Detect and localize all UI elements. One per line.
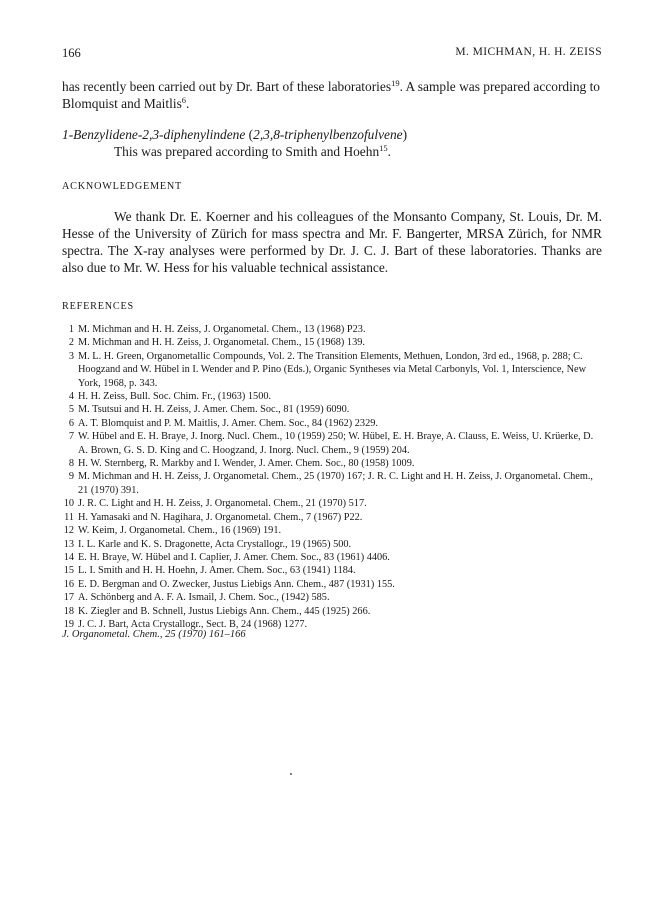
- reference-text: H. W. Sternberg, R. Markby and I. Wender, J. Amer. Chem. Soc., 80 (1958) 1009.: [78, 458, 415, 470]
- reference-item: [62, 417, 602, 430]
- reference-item: [62, 564, 602, 577]
- reference-text: E. D. Bergman and O. Zwecker, Justus Liebigs Ann. Chem., 487 (1931) 155.: [78, 578, 395, 590]
- compound-name: 1-Benzylidene-2,3-diphenylindene: [62, 127, 246, 142]
- reference-number: 9: [68, 471, 74, 483]
- intro-citation-19: 19: [391, 78, 400, 88]
- reference-number: 13: [63, 538, 74, 550]
- compound-desc-text: This was prepared according to Smith and Hoehn: [114, 144, 380, 159]
- reference-text: L. I. Smith and H. H. Hoehn, J. Amer. Chem. Soc., 63 (1941) 1184.: [78, 565, 356, 577]
- reference-text: J. R. C. Light and H. H. Zeiss, J. Organometal. Chem., 21 (1970) 517.: [78, 498, 367, 510]
- reference-item: [62, 323, 602, 336]
- reference-list: [62, 323, 602, 631]
- reference-number: 8: [68, 458, 74, 470]
- reference-item: [62, 497, 602, 510]
- reference-item: [62, 551, 602, 564]
- reference-text: J. C. J. Bart, Acta Crystallogr., Sect. B, 24 (1968) 1277.: [78, 618, 308, 630]
- scan-speck: [290, 773, 292, 775]
- reference-number: 6: [68, 417, 74, 429]
- references-heading: REFERENCES: [62, 301, 134, 312]
- page-number: 166: [62, 46, 81, 60]
- reference-item: [62, 350, 602, 390]
- reference-text: H. H. Zeiss, Bull. Soc. Chim. Fr., (1963) 1500.: [78, 391, 272, 403]
- reference-number: 4: [68, 391, 74, 403]
- reference-text: M. Tsutsui and H. H. Zeiss, J. Amer. Chem. Soc., 81 (1959) 6090.: [78, 404, 350, 416]
- reference-text: M. Michman and H. H. Zeiss, J. Organometal. Chem., 25 (1970) 167; J. R. C. Light and H. H. Zeiss, J. Organometal. Chem., 21 (1970) 391.: [78, 471, 593, 496]
- reference-item: [62, 403, 602, 416]
- reference-number: 10: [63, 498, 74, 510]
- reference-item: [62, 524, 602, 537]
- compound-citation-15: 15: [379, 143, 388, 153]
- reference-text: I. L. Karle and K. S. Dragonette, Acta Crystallogr., 19 (1965) 500.: [78, 538, 352, 550]
- reference-item: [62, 538, 602, 551]
- reference-text: M. L. H. Green, Organometallic Compounds, Vol. 2. The Transition Elements, Methuen, London, 3rd ed., 1968, p. 288; C. Hoogzand and W. Hübel in I. Wender and P. Pino (Eds.), Organic Syntheses via Metal Carbonyls, Vol. 1, Interscience, New York, 1968, p. 343.: [78, 350, 587, 389]
- compound-paren-close: ): [402, 127, 408, 142]
- acknowledgement-heading: ACKNOWLEDGEMENT: [62, 181, 183, 192]
- intro-text-a: has recently been carried out by Dr. Bart of these laboratories: [62, 79, 392, 94]
- intro-paragraph: [62, 78, 602, 112]
- reference-item: [62, 336, 602, 349]
- reference-item: [62, 457, 602, 470]
- reference-number: 16: [63, 578, 74, 590]
- reference-text: W. Keim, J. Organometal. Chem., 16 (1969) 191.: [78, 525, 282, 537]
- compound-paren-open: (: [245, 127, 254, 142]
- intro-text-b: . A sample was prepared according to Blomquist and Maitlis: [62, 79, 600, 111]
- acknowledgement-text: We thank Dr. E. Koerner and his colleagues of the Monsanto Company, St. Louis, Dr. M. Hesse of the University of Zürich for mass spectra and Mr. F. Bangerter, MRSA Zürich, for NMR spectra. The X-ray analyses were performed by Dr. J. C. J. Bart of these laboratories. Thanks are also due to Mr. W. Hess for his valuable technical assistance.: [62, 209, 602, 275]
- reference-number: 5: [68, 404, 74, 416]
- reference-text: E. H. Braye, W. Hübel and I. Caplier, J. Amer. Chem. Soc., 83 (1961) 4406.: [78, 551, 390, 563]
- reference-item: [62, 470, 602, 497]
- reference-text: K. Ziegler and B. Schnell, Justus Liebigs Ann. Chem., 445 (1925) 266.: [78, 605, 371, 617]
- reference-item: [62, 578, 602, 591]
- reference-number: 1: [68, 324, 74, 335]
- reference-text: W. Hübel and E. H. Braye, J. Inorg. Nucl. Chem., 10 (1959) 250; W. Hübel, E. H. Braye, A. Clauss, E. Weiss, U. Krüerke, D. A. Brown, G. S. D. King and C. Hoogzand, J. Inorg. Nucl. Chem., 9 (1959) 204.: [78, 431, 594, 456]
- reference-number: 11: [64, 511, 74, 523]
- reference-number: 17: [63, 592, 74, 604]
- reference-number: 7: [68, 431, 74, 443]
- compound-desc-end: .: [387, 144, 391, 159]
- intro-text-c: .: [186, 96, 190, 111]
- reference-item: [62, 390, 602, 403]
- compound-title: [62, 126, 602, 143]
- intro-citation-6: 6: [181, 95, 187, 105]
- compound-alt-name: 2,3,8-triphenylbenzofulvene: [253, 127, 403, 142]
- reference-item: [62, 511, 602, 524]
- reference-text: M. Michman and H. H. Zeiss, J. Organometal. Chem., 15 (1968) 139.: [78, 337, 365, 349]
- reference-number: 19: [63, 618, 74, 630]
- reference-item: [62, 430, 602, 457]
- reference-text: H. Yamasaki and N. Hagihara, J. Organometal. Chem., 7 (1967) P22.: [78, 511, 363, 523]
- reference-text: M. Michman and H. H. Zeiss, J. Organometal. Chem., 13 (1968) P23.: [78, 324, 366, 335]
- reference-number: 2: [68, 337, 74, 349]
- page-header: [62, 46, 602, 62]
- reference-number: 15: [63, 565, 74, 577]
- compound-description: [62, 143, 602, 160]
- reference-item: [62, 605, 602, 618]
- reference-text: A. T. Blomquist and P. M. Maitlis, J. Amer. Chem. Soc., 84 (1962) 2329.: [78, 417, 378, 429]
- compound-section: [62, 126, 602, 160]
- reference-number: 18: [63, 605, 74, 617]
- reference-number: 12: [63, 525, 74, 537]
- reference-text: A. Schönberg and A. F. A. Ismail, J. Chem. Soc., (1942) 585.: [78, 592, 330, 604]
- running-head: M. MICHMAN, H. H. ZEISS: [455, 46, 602, 58]
- journal-citation-footer: J. Organometal. Chem., 25 (1970) 161–166: [62, 629, 246, 640]
- reference-number: 3: [68, 350, 74, 362]
- reference-item: [62, 591, 602, 604]
- reference-number: 14: [63, 551, 74, 563]
